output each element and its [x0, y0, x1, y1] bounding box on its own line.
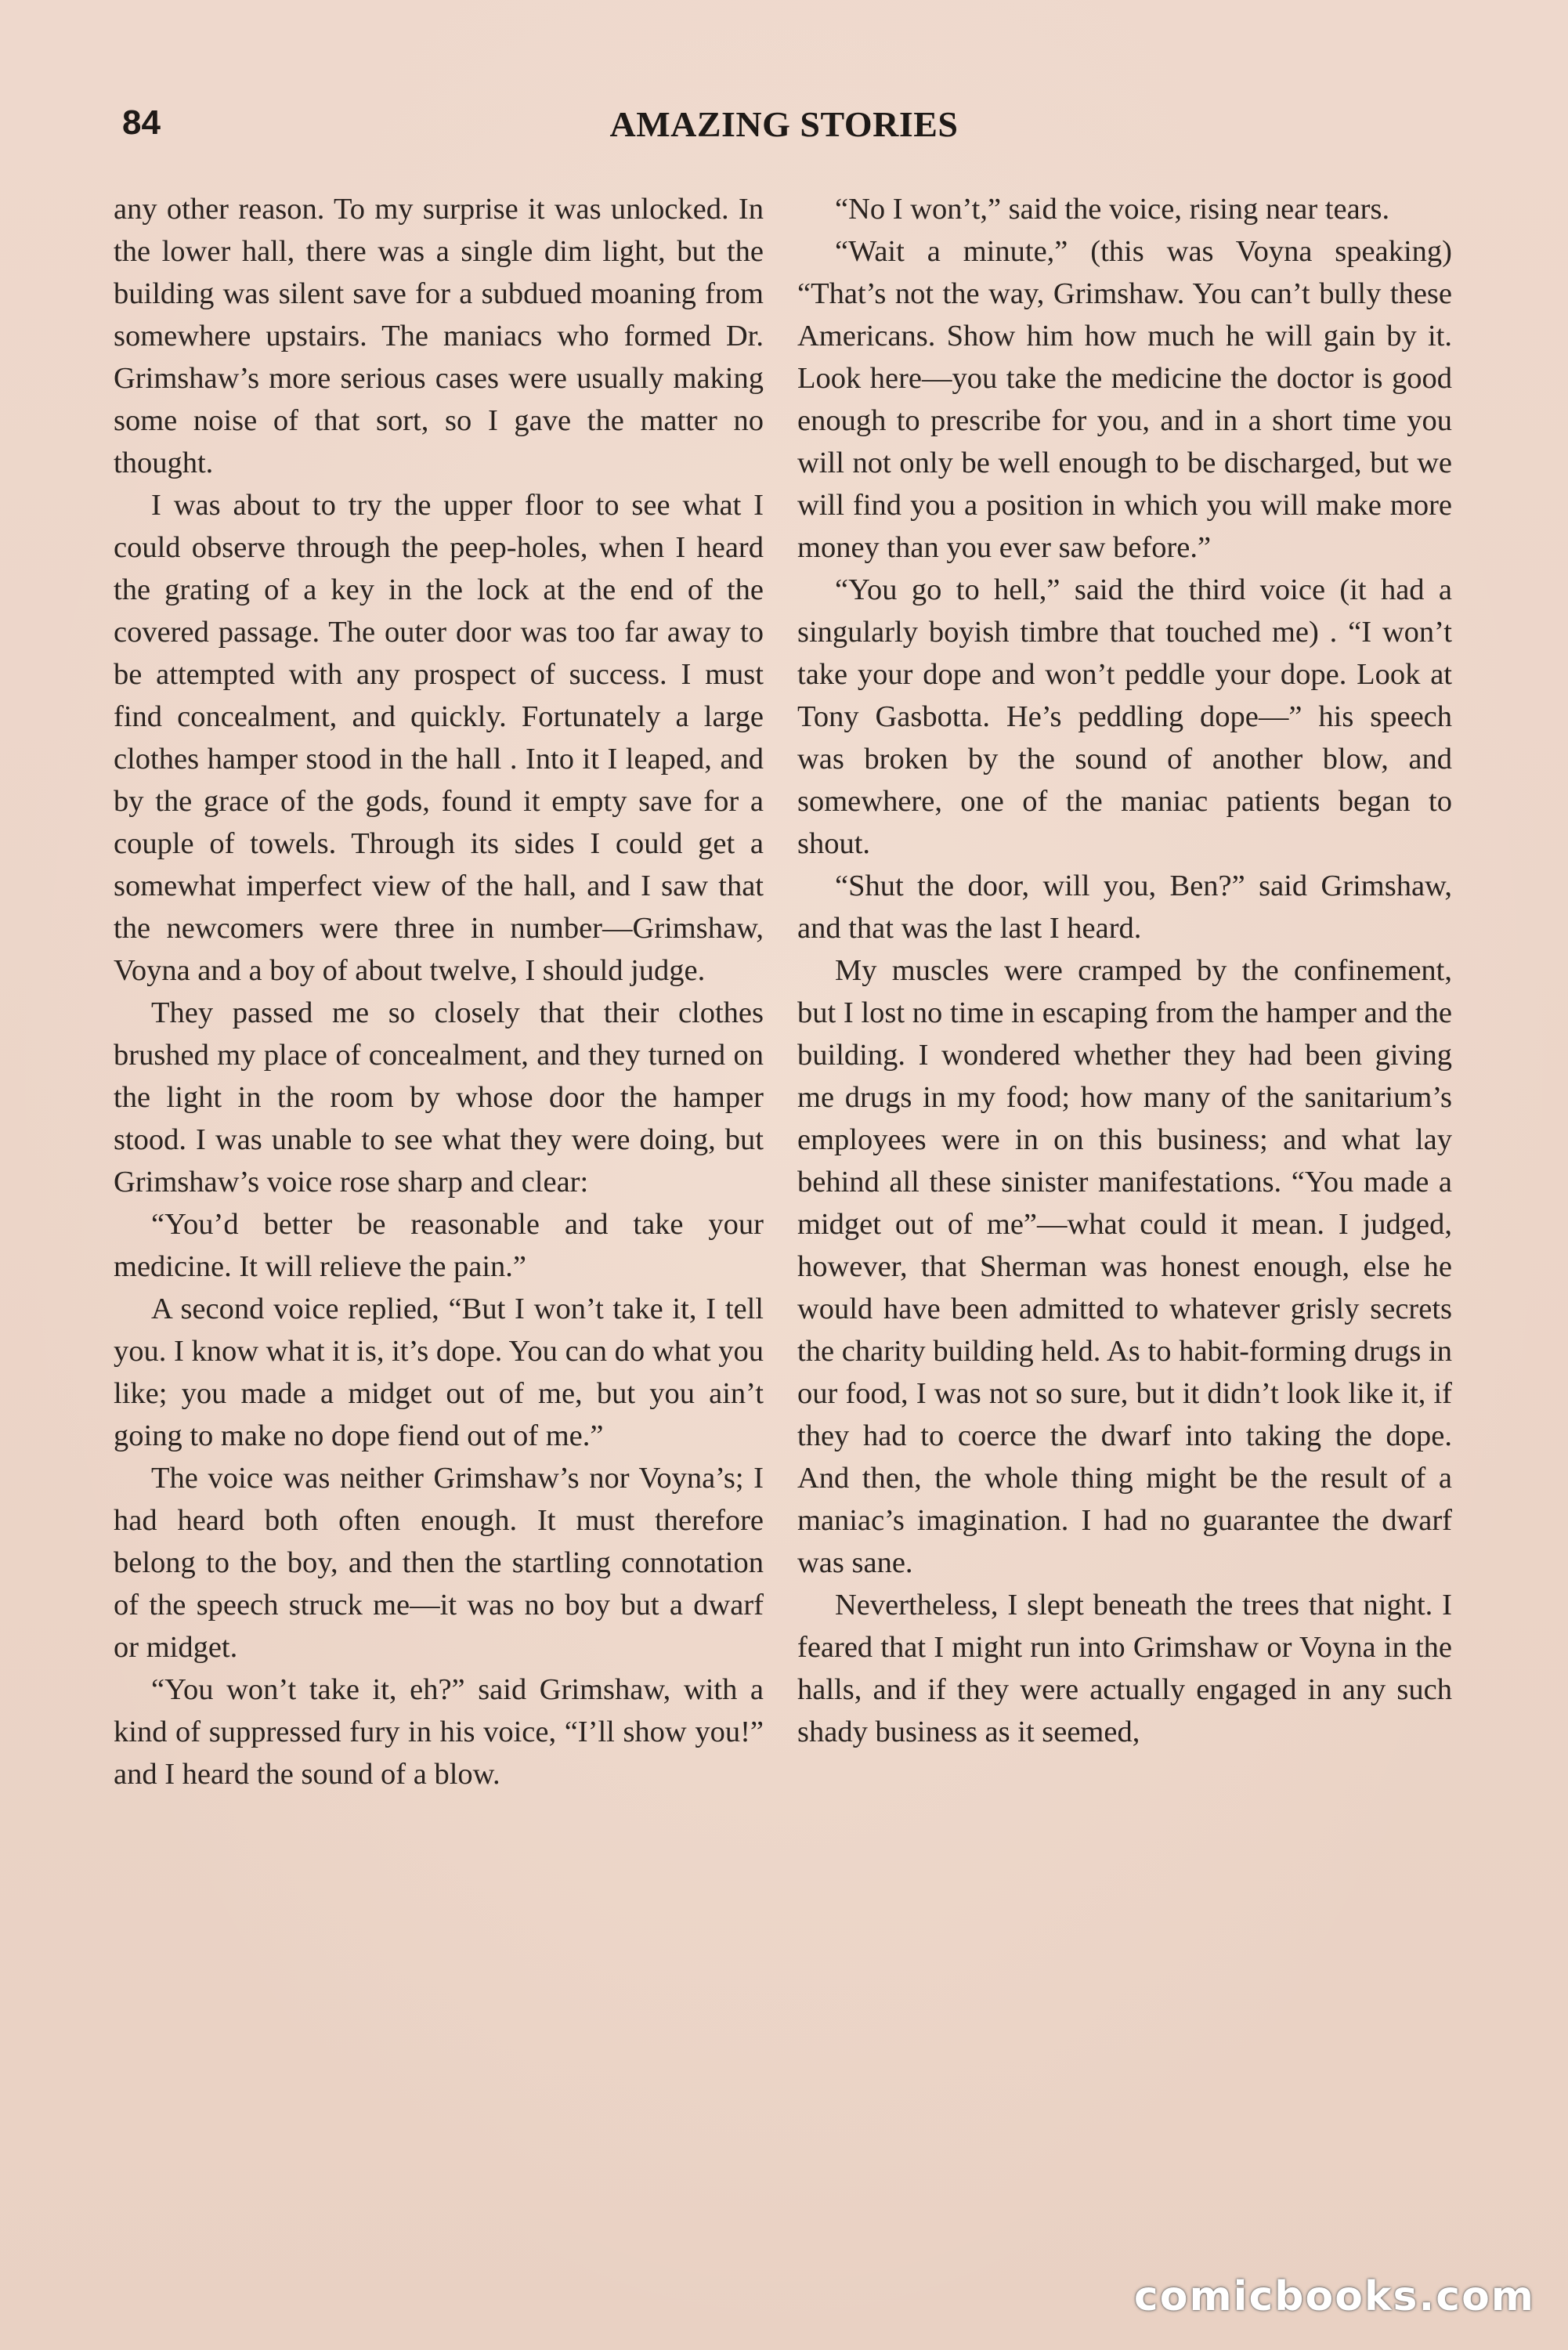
paragraph: “You go to hell,” said the third voice (it had a singularly boyish timbre that touched me) . “I won’t take your dope and won’t peddle your dope. Look at Tony Gasbotta. He’s peddling dope—” his speech was broken by the sound of another blow, and somewhere, one of the maniac patients began to shout. — [797, 573, 1452, 860]
paragraph: “Shut the door, will you, Ben?” said Grimshaw, and that was the last I heard. — [797, 870, 1452, 945]
paragraph: any other reason. To my surprise it was unlocked. In the lower hall, there was a single dim light, but the building was silent save for a subdued moaning from somewhere upstairs. The maniacs who formed Dr. Grimshaw’s more serious cases were usually making some noise of that sort, so I gave the matter no thought. — [114, 193, 764, 479]
paragraph: “No I won’t,” said the voice, rising near tears. — [835, 193, 1390, 226]
paragraph: I was about to try the upper floor to see what I could observe through the peep-holes, when I heard the grating of a key in the lock at the end of the covered passage. The outer door was too far away to be attempted with any prospect of success. I must find concealment, and quickly. Fortunately a large clothes hamper stood in the hall . Into it I leaped, and by the grace of the gods, found it empty save for a couple of towels. Through its sides I could get a somewhat imperfect view of the hall, and I saw that the newcomers were three in number—Grimshaw, Voyna and a boy of about twelve, I should judge. — [114, 489, 764, 987]
paragraph: “You’d better be reasonable and take your medicine. It will relieve the pain.” — [114, 1208, 764, 1283]
left-column — [114, 188, 764, 1795]
paragraph: “Wait a minute,” (this was Voyna speaking) “That’s not the way, Grimshaw. You can’t bully these Americans. Show him how much he will gain by it. Look here—you take the medicine the doctor is good enough to prescribe for you, and in a short time you will not only be well enough to be discharged, but we will find you a position in which you will make more money than you ever saw before.” — [797, 235, 1452, 564]
paragraph: The voice was neither Grimshaw’s nor Voyna’s; I had heard both often enough. It must therefore belong to the boy, and then the startling connotation of the speech struck me—it was no boy but a dwarf or midget. — [114, 1462, 764, 1664]
running-title: AMAZING STORIES — [609, 104, 959, 144]
paragraph: A second voice replied, “But I won’t take it, I tell you. I know what it is, it’s dope. You can do what you like; you made a midget out of me, but you ain’t going to make no dope fiend out of me.” — [114, 1292, 764, 1452]
page-header — [117, 103, 1451, 158]
page-number: 84 — [122, 103, 161, 142]
paragraph: My muscles were cramped by the confinement, but I lost no time in escaping from the hamper and the building. I wondered whether they had been giving me drugs in my food; how many of the sanitarium’s employees were in on this business; and what lay behind all these sinister manifestations. “You made a midget out of me”—what could it mean. I judged, however, that Sherman was honest enough, else he would have been admitted to whatever grisly secrets the charity building held. As to habit-forming drugs in our food, I was not so sure, but it didn’t look like it, if they had to coerce the dwarf into taking the dope. And then, the whole thing might be the result of a maniac’s imagination. I had no guarantee the dwarf was sane. — [797, 954, 1452, 1579]
paragraph: “You won’t take it, eh?” said Grimshaw, with a kind of suppressed fury in his voice, “I’ll show you!” and I heard the sound of a blow. — [114, 1673, 764, 1791]
paragraph: Nevertheless, I slept beneath the trees that night. I feared that I might run into Grimshaw or Voyna in the halls, and if they were actually engaged in any such shady business as it seemed, — [797, 1589, 1452, 1748]
paragraph: They passed me so closely that their clothes brushed my place of concealment, and they turned on the light in the room by whose door the hamper stood. I was unable to see what they were doing, but Grimshaw’s voice rose sharp and clear: — [114, 996, 764, 1198]
watermark: comicbooks.com — [1133, 2273, 1535, 2320]
right-column — [797, 188, 1452, 1753]
